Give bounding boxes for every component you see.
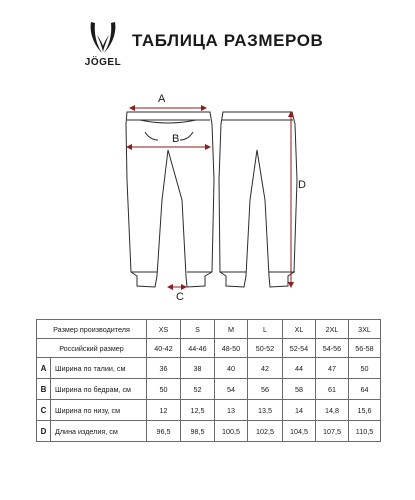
value-cell: 13,5 (248, 400, 283, 421)
value-cell: 98,5 (181, 421, 215, 442)
size-cell: XL (283, 320, 316, 339)
value-cell: 61 (316, 379, 349, 400)
value-cell: 50 (349, 358, 381, 379)
value-cell: 47 (316, 358, 349, 379)
ru-size-cell: 44-46 (181, 339, 215, 358)
value-cell: 56 (248, 379, 283, 400)
row-letter: B (37, 379, 51, 400)
row-label: Ширина по низу, см (51, 400, 147, 421)
size-cell: XS (147, 320, 181, 339)
row-letter: D (37, 421, 51, 442)
size-table (36, 319, 381, 442)
row-label: Длина изделия, см (51, 421, 147, 442)
row-label: Ширина по бедрам, см (51, 379, 147, 400)
header-label: Размер производителя (37, 320, 147, 339)
brand-logo (78, 20, 128, 68)
value-cell: 110,5 (349, 421, 381, 442)
value-cell: 96,5 (147, 421, 181, 442)
value-cell: 58 (283, 379, 316, 400)
value-cell: 40 (215, 358, 248, 379)
value-cell: 100,5 (215, 421, 248, 442)
pants-front-view (126, 112, 214, 287)
table-row (37, 421, 381, 442)
value-cell: 13 (215, 400, 248, 421)
ru-size-cell: 48-50 (215, 339, 248, 358)
measure-hem-c (168, 287, 186, 303)
value-cell: 64 (349, 379, 381, 400)
value-cell: 54 (215, 379, 248, 400)
value-cell: 14,8 (316, 400, 349, 421)
table-row (37, 400, 381, 421)
measure-waist-a (130, 93, 206, 108)
measure-hips-b (127, 133, 210, 147)
logo-wordmark: JÖGEL (84, 57, 122, 68)
size-cell: S (181, 320, 215, 339)
row-letter: C (37, 400, 51, 421)
ru-size-cell: 40-42 (147, 339, 181, 358)
pants-back-view (219, 112, 297, 287)
size-cell: 3XL (349, 320, 381, 339)
row-letter: A (37, 358, 51, 379)
ru-size-label: Российский размер (37, 339, 147, 358)
size-cell: M (215, 320, 248, 339)
pants-diagram (0, 80, 415, 310)
row-label: Ширина по талии, см (51, 358, 147, 379)
value-cell: 42 (248, 358, 283, 379)
value-cell: 36 (147, 358, 181, 379)
jogel-logo-icon (86, 20, 120, 56)
value-cell: 15,6 (349, 400, 381, 421)
value-cell: 50 (147, 379, 181, 400)
table-header-row (37, 320, 381, 339)
size-cell: L (248, 320, 283, 339)
value-cell: 52 (181, 379, 215, 400)
value-cell: 104,5 (283, 421, 316, 442)
label-a: A (158, 93, 166, 105)
ru-size-cell: 56-58 (349, 339, 381, 358)
label-c: C (176, 291, 184, 303)
ru-size-cell: 54-56 (316, 339, 349, 358)
value-cell: 14 (283, 400, 316, 421)
ru-size-cell: 52-54 (283, 339, 316, 358)
measure-length-d (291, 112, 306, 287)
value-cell: 102,5 (248, 421, 283, 442)
table-row (37, 379, 381, 400)
page-title: ТАБЛИЦА РАЗМЕРОВ (132, 31, 324, 50)
table-row (37, 358, 381, 379)
value-cell: 12 (147, 400, 181, 421)
label-d: D (298, 179, 306, 191)
label-b: B (172, 133, 180, 145)
ru-size-cell: 50-52 (248, 339, 283, 358)
value-cell: 12,5 (181, 400, 215, 421)
value-cell: 38 (181, 358, 215, 379)
table-ru-row (37, 339, 381, 358)
size-cell: 2XL (316, 320, 349, 339)
value-cell: 107,5 (316, 421, 349, 442)
value-cell: 44 (283, 358, 316, 379)
